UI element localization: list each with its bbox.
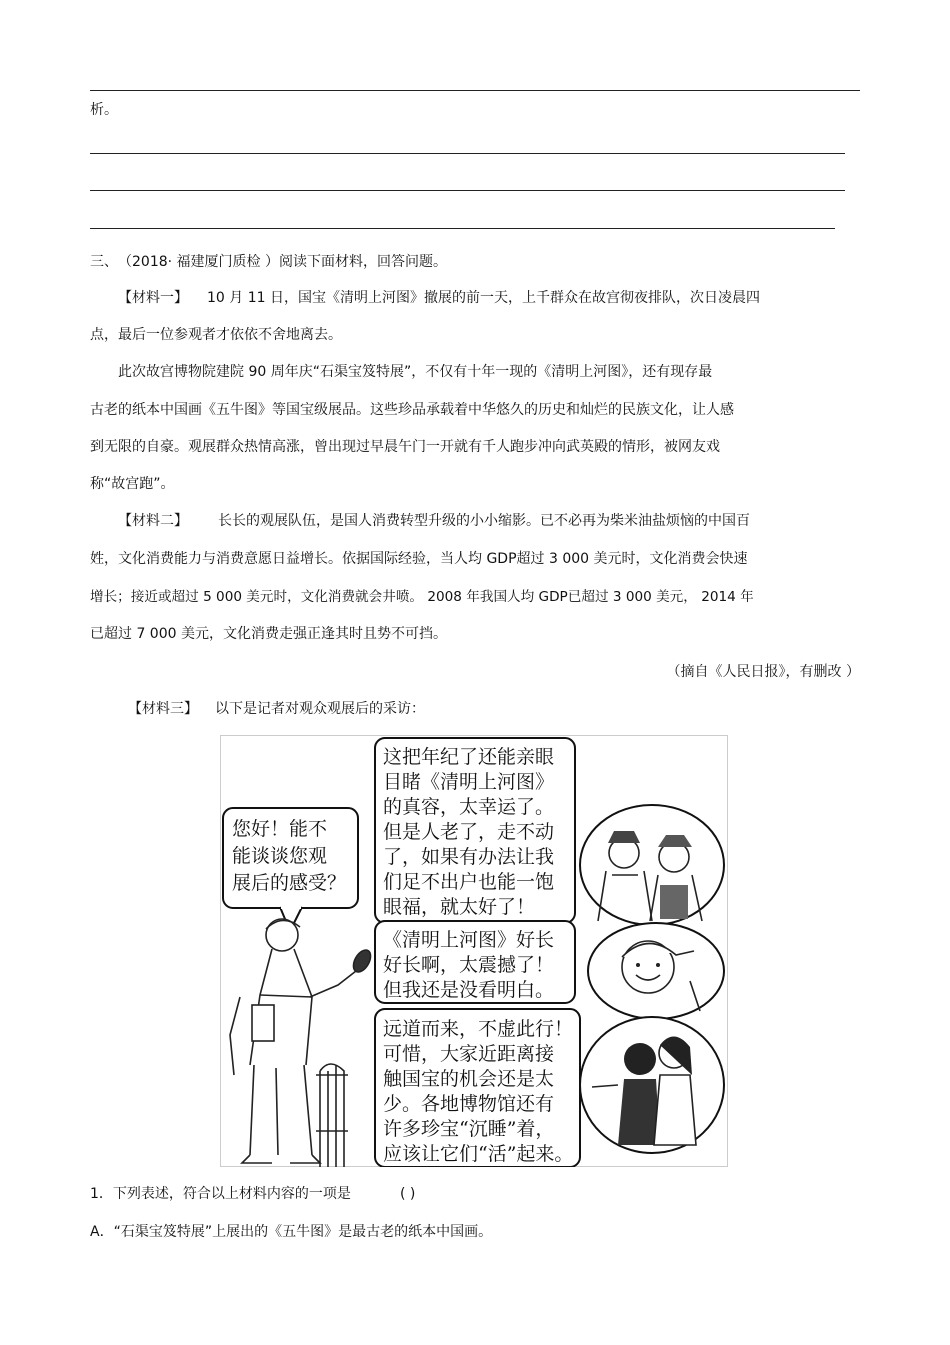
child-line-3: 但我还是没看明白。 xyxy=(383,979,555,1001)
question1-option-a: A．“石渠宝笈特展”上展出的《五牛图》是最古老的纸本中国画。 xyxy=(90,1224,493,1240)
elderly-line-4: 但是人老了，走不动 xyxy=(383,821,555,843)
interview-cartoon xyxy=(220,735,728,1167)
elderly-speech-bubble xyxy=(375,738,575,923)
material1-label: 【材料一】 xyxy=(118,290,188,306)
elderly-line-2: 目睹《清明上河图》 xyxy=(383,771,555,793)
visitor-speech-bubble xyxy=(375,1009,580,1167)
section-number: 三、 xyxy=(90,254,118,270)
material3-label: 【材料三】 xyxy=(128,701,198,717)
question1-stem: 1．下列表述，符合以上材料内容的一项是 xyxy=(90,1186,351,1202)
answer-line-top xyxy=(90,90,860,91)
section-source: （2018· 福建厦门质检 ）阅读下面材料，回答问题。 xyxy=(118,254,447,270)
visitor-line-5: 许多珍宝“沉睡”着， xyxy=(383,1118,555,1140)
question1-answer-paren: ( ) xyxy=(400,1186,416,1202)
material1-line5: 到无限的自豪。观展群众热情高涨，曾出现过早晨午门一开就有千人跑步冲向武英殿的情形，被网友戏 xyxy=(90,439,720,455)
visitor-line-6: 应该让它们“活”起来。 xyxy=(383,1143,574,1165)
visitor-line-1: 远道而来，不虚此行！ xyxy=(383,1018,574,1040)
elderly-line-3: 的真容，太幸运了。 xyxy=(383,796,555,818)
visitor-line-4: 少。各地博物馆还有 xyxy=(383,1093,555,1115)
material2-line4: 已超过 7 000 美元，文化消费走强正逢其时且势不可挡。 xyxy=(90,626,447,642)
visitor-line-3: 触国宝的机会还是太 xyxy=(383,1068,555,1090)
visitor-line-2: 可惜，大家近距离接 xyxy=(383,1043,555,1065)
elderly-line-6: 们足不出户也能一饱 xyxy=(383,871,555,893)
answer-line-end-text: 析。 xyxy=(90,102,118,118)
material1-line1: 10 月 11 日，国宝《清明上河图》撤展的前一天，上千群众在故宫彻夜排队，次日凌晨四 xyxy=(207,290,760,306)
reporter-line-2: 能谈谈您观 xyxy=(232,845,328,867)
material2-line3: 增长；接近或超过 5 000 美元时，文化消费就会井喷。 2008 年我国人均 GDP已超过 3 000 美元， 2014 年 xyxy=(90,589,754,605)
material1-line3: 此次故宫博物院建院 90 周年庆“石渠宝笈特展”，不仅有十年一现的《清明上河图》，还有现存最 xyxy=(118,364,713,380)
child-speech-bubble xyxy=(375,921,575,1003)
material2-line1: 长长的观展队伍，是国人消费转型升级的小小缩影。已不必再为柴米油盐烦恼的中国百 xyxy=(218,513,750,529)
material1-line2: 点，最后一位参观者才依依不舍地离去。 xyxy=(90,327,342,343)
material1-line6: 称“故宫跑”。 xyxy=(90,476,175,492)
answer-line-3 xyxy=(90,228,835,229)
answer-line-2 xyxy=(90,190,845,191)
elderly-line-7: 眼福，就太好了！ xyxy=(383,896,536,918)
material2-source: （摘自《人民日报》，有删改 ） xyxy=(666,664,860,680)
visitor-couple-portrait xyxy=(580,1017,724,1153)
child-line-2: 好长啊，太震撼了！ xyxy=(383,954,555,976)
child-portrait xyxy=(588,923,724,1019)
elderly-line-5: 了，如果有办法让我 xyxy=(383,846,555,868)
material2-line2: 姓，文化消费能力与消费意愿日益增长。依据国际经验，当人均 GDP超过 3 000 美元时，文化消费会快速 xyxy=(90,551,748,567)
reporter-line-1: 您好！能不 xyxy=(232,818,328,840)
material1-line4: 古老的纸本中国画《五牛图》等国宝级展品。这些珍品承载着中华悠久的历史和灿烂的民族文化，让人感 xyxy=(90,402,734,418)
material2-label: 【材料二】 xyxy=(118,513,188,529)
reporter-line-3: 展后的感受？ xyxy=(232,872,347,894)
answer-line-1 xyxy=(90,153,845,154)
child-line-1: 《清明上河图》好长 xyxy=(383,929,555,951)
material3-intro: 以下是记者对观众观展后的采访： xyxy=(215,701,425,717)
elderly-line-1: 这把年纪了还能亲眼 xyxy=(383,746,555,768)
elderly-couple-portrait xyxy=(580,805,724,925)
